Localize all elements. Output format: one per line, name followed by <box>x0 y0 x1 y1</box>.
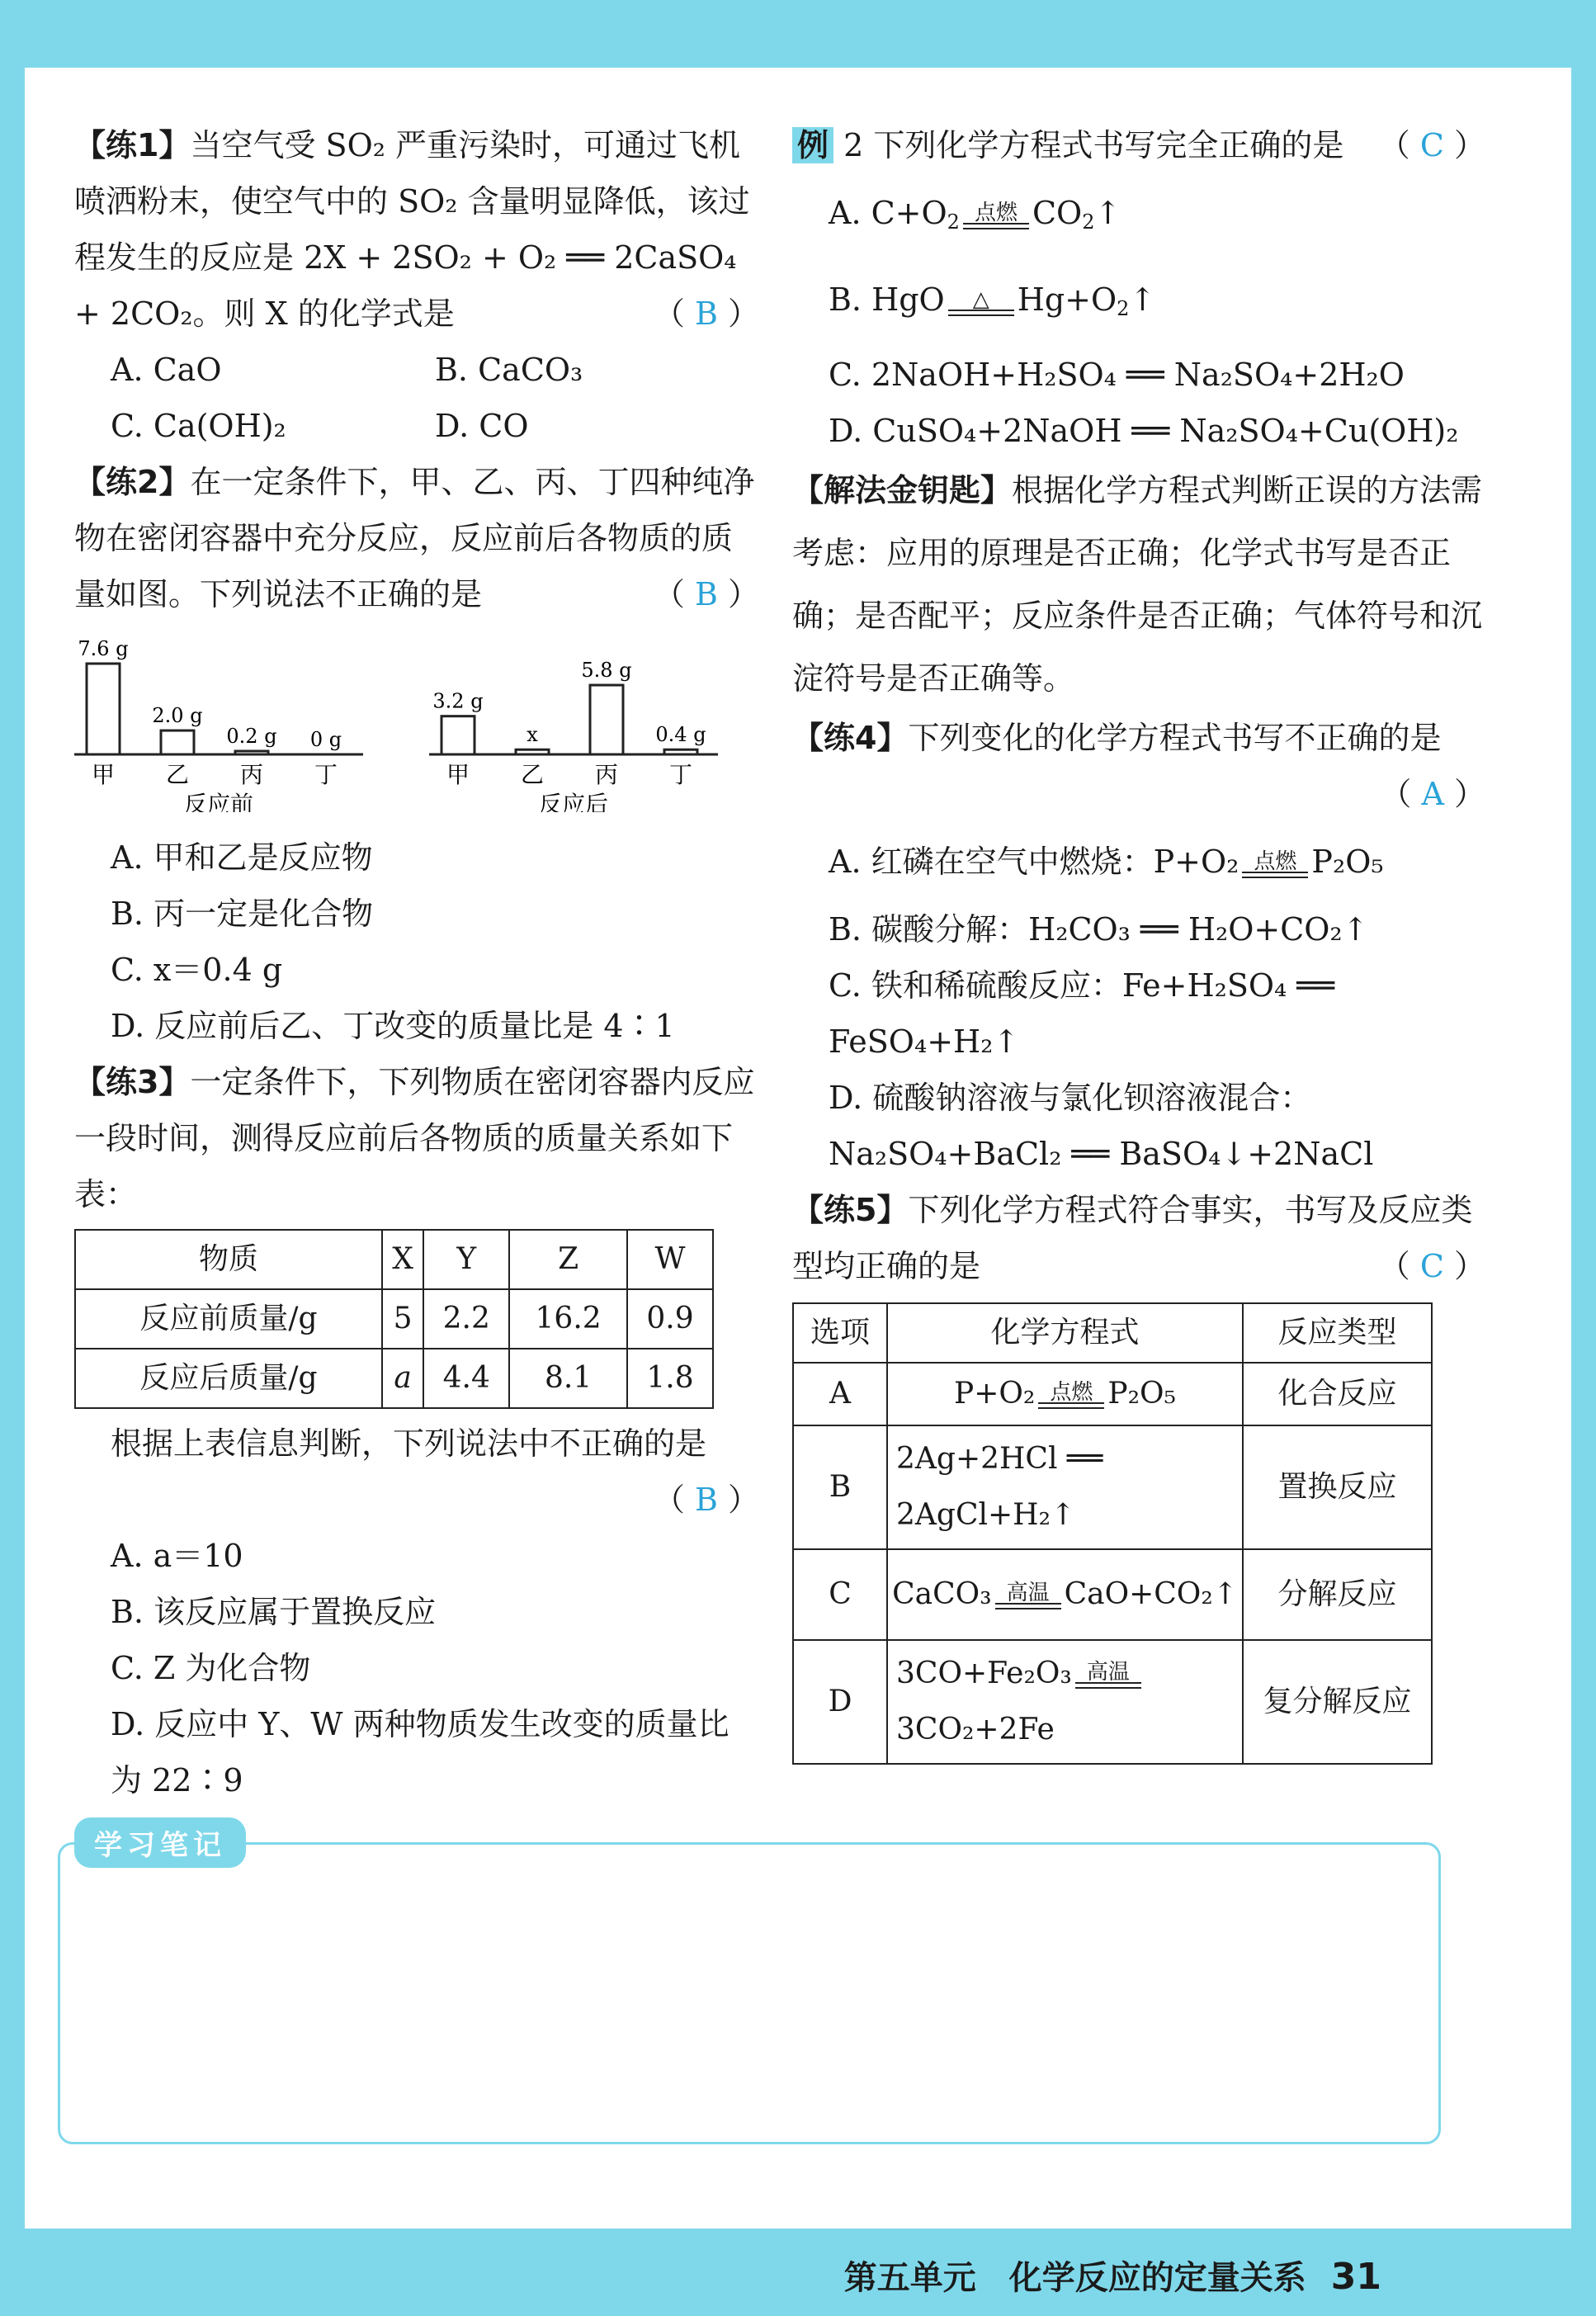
table-cell: 16.2 <box>509 1289 627 1349</box>
table-cell: 复分解反应 <box>1243 1640 1432 1764</box>
practice-5-answer-paren: （ C ） <box>1378 1248 1485 1284</box>
page-number: 31 <box>1330 2256 1381 2298</box>
key-tip-text: 根据化学方程式判断正误的方法需考虑：应用的原理是否正确；化学式书写是否正确；是否配平；反应条件是否正确；气体符号和沉淀符号是否正确等。 <box>792 472 1483 697</box>
practice-2-answer: B <box>694 576 718 612</box>
key-tip <box>792 459 1485 710</box>
practice-5-answer: C <box>1419 1248 1444 1284</box>
page-footer <box>844 2252 1381 2299</box>
example-answer-paren: （ C ） <box>1378 127 1485 163</box>
option-formula: B. HgO <box>829 281 945 318</box>
practice-1-answer: B <box>694 295 718 332</box>
table-cell: 2.2 <box>423 1289 509 1349</box>
bar <box>161 730 194 754</box>
practice-4-tag: 【练4】 <box>792 720 909 756</box>
table-header: 反应类型 <box>1243 1303 1432 1363</box>
data-label: 0 g <box>309 728 342 751</box>
option: C. 铁和稀硫酸反应：Fe+H₂SO₄ ══ FeSO₄+H₂↑ <box>829 967 1335 1060</box>
subscript: 2 <box>947 210 960 234</box>
option: B. 丙一定是化合物 <box>111 896 374 932</box>
table-cell: 化合反应 <box>1243 1363 1432 1425</box>
bar <box>87 664 120 754</box>
study-notes-box <box>58 1842 1441 2144</box>
data-label: 7.6 g <box>78 637 129 660</box>
category-label: 乙 <box>520 761 545 788</box>
left-column <box>74 117 759 1808</box>
option: D. CO <box>435 408 529 444</box>
bar <box>590 685 623 754</box>
practice-1 <box>74 117 759 454</box>
table-cell: 0.9 <box>627 1289 713 1349</box>
category-label: 丙 <box>239 761 264 788</box>
table-cell: 2Ag+2HCl ══ 2AgCl+H₂↑ <box>887 1425 1243 1549</box>
data-label: 0.2 g <box>226 725 277 748</box>
data-label: 0.4 g <box>655 723 706 747</box>
example-number: 2 <box>843 127 864 163</box>
condition-text: 点燃 <box>1254 848 1297 874</box>
practice-5-stem: 下列化学方程式符合事实，书写及反应类型均正确的是 <box>792 1192 1473 1284</box>
option <box>792 262 1485 347</box>
condition-text: 高温 <box>1006 1581 1050 1605</box>
practice-2 <box>74 454 759 1054</box>
formula: P₂O₅ <box>1107 1377 1176 1411</box>
option: B. 碳酸分解：H₂CO₃ ══ H₂O+CO₂↑ <box>829 911 1369 948</box>
option <box>792 822 1485 901</box>
table-cell: 8.1 <box>509 1349 627 1408</box>
table-header-row <box>75 1230 713 1289</box>
category-label: 丁 <box>314 761 338 788</box>
formula: CaO+CO₂↑ <box>1064 1577 1238 1611</box>
category-label: 丁 <box>668 761 693 788</box>
option-formula: P₂O₅ <box>1311 844 1384 880</box>
table-cell <box>887 1640 1243 1764</box>
practice-5 <box>792 1182 1485 1765</box>
table-cell: 置换反应 <box>1243 1425 1432 1549</box>
option: D. 硫酸钠溶液与氯化钡溶液混合：Na₂SO₄+BaCl₂ ══ BaSO₄↓+2NaCl <box>829 1080 1374 1172</box>
practice-4-answer-paren: （ A ） <box>1380 776 1485 812</box>
example-answer: C <box>1419 127 1444 163</box>
reaction-condition <box>1038 1380 1104 1409</box>
category-label: 乙 <box>165 761 190 788</box>
subscript: 2 <box>1082 210 1095 234</box>
study-notes-title: 学习笔记 <box>74 1817 246 1868</box>
practice-1-stem: 当空气受 SO₂ 严重污染时，可通过飞机喷洒粉末，使空气中的 SO₂ 含量明显降低，该过程发生的反应是 2X + 2SO₂ + O₂ ══ 2CaSO₄ + 2CO₂。则 X 的化学式是 <box>74 127 750 332</box>
practice-3-answer-paren: （ B ） <box>653 1482 759 1518</box>
practice-1-options-row2 <box>74 398 759 454</box>
practice-2-tag: 【练2】 <box>74 464 191 500</box>
practice-4 <box>792 710 1485 1182</box>
table-cell: 1.8 <box>627 1349 713 1408</box>
option: D. 反应前后乙、丁改变的质量比是 4∶1 <box>111 1008 675 1044</box>
option: B. 该反应属于置换反应 <box>111 1594 437 1630</box>
practice-1-answer-paren: （ B ） <box>653 295 759 332</box>
table-row <box>793 1363 1432 1425</box>
formula: P+O₂ <box>954 1377 1036 1411</box>
practice-5-tag: 【练5】 <box>792 1192 909 1228</box>
table-cell: B <box>793 1425 887 1549</box>
option: D. CuSO₄+2NaOH ══ Na₂SO₄+Cu(OH)₂ <box>829 413 1459 449</box>
practice-3-tag: 【练3】 <box>74 1064 191 1100</box>
chart-title: 反应前 <box>183 791 254 812</box>
gas-arrow: ↑ <box>1094 195 1121 231</box>
option-formula: A. 红磷在空气中燃烧：P+O₂ <box>829 844 1239 880</box>
footer-unit-title: 第五单元 化学反应的定量关系 <box>843 2259 1306 2297</box>
option: A. a＝10 <box>111 1538 243 1574</box>
mass-table <box>74 1229 714 1409</box>
practice-3 <box>74 1054 759 1808</box>
page <box>25 68 1571 2298</box>
category-label: 丙 <box>594 761 619 788</box>
option-formula: Hg+O <box>1017 281 1117 318</box>
reaction-condition <box>1075 1662 1141 1689</box>
practice-2-stem: 在一定条件下，甲、乙、丙、丁四种纯净物在密闭容器中充分反应，反应前后各物质的质量如图。下列说法不正确的是 <box>74 464 755 612</box>
example-2 <box>792 117 1485 459</box>
option: D. 反应中 Y、W 两种物质发生改变的质量比为 22∶9 <box>111 1706 730 1798</box>
table-header: W <box>627 1230 713 1289</box>
table-cell: D <box>793 1640 887 1764</box>
data-label: 3.2 g <box>432 689 484 713</box>
bar <box>235 751 268 754</box>
table-header: X <box>382 1230 423 1289</box>
table-cell: A <box>793 1363 887 1425</box>
formula: 3CO₂+2Fe <box>896 1713 1055 1746</box>
top-band <box>0 0 1596 68</box>
right-column <box>792 117 1485 1765</box>
table-cell: 反应后质量/g <box>75 1349 382 1408</box>
condition-text: △ <box>972 286 989 312</box>
option <box>792 173 1485 262</box>
table-cell: 5 <box>382 1289 423 1349</box>
data-label: x <box>526 723 538 747</box>
condition-text: 点燃 <box>974 200 1018 225</box>
practice-4-stem: 下列变化的化学方程式书写不正确的是 <box>908 720 1442 756</box>
table-cell <box>887 1549 1243 1640</box>
table-header-row <box>793 1303 1432 1363</box>
reaction-condition <box>1242 848 1308 878</box>
table-cell: 4.4 <box>423 1349 509 1408</box>
practice-2-answer-paren: （ B ） <box>653 576 759 612</box>
bar <box>516 749 549 754</box>
formula: 3CO+Fe₂O₃ <box>896 1657 1072 1690</box>
chart-title: 反应后 <box>538 791 609 812</box>
table-cell: C <box>793 1549 887 1640</box>
reaction-table <box>792 1302 1433 1765</box>
table-header: 选项 <box>793 1303 887 1363</box>
category-label: 甲 <box>446 761 470 788</box>
practice-3-question: 根据上表信息判断，下列说法中不正确的是 <box>111 1425 707 1462</box>
reaction-condition <box>948 286 1014 316</box>
practice-3-answer: B <box>694 1482 718 1518</box>
table-cell: 反应前质量/g <box>75 1289 382 1349</box>
data-label: 5.8 g <box>581 659 632 683</box>
option-formula: CO <box>1032 195 1083 231</box>
table-cell: a <box>382 1349 423 1408</box>
practice-4-answer: A <box>1421 776 1444 812</box>
option: A. 甲和乙是反应物 <box>111 839 373 876</box>
example-tag: 例 <box>792 127 833 163</box>
table-cell: 分解反应 <box>1243 1549 1432 1640</box>
table-header: Z <box>509 1230 627 1289</box>
condition-text: 高温 <box>1086 1660 1130 1685</box>
option-formula: A. C+O <box>829 195 947 231</box>
formula: CaCO₃ <box>892 1577 992 1611</box>
table-row <box>75 1289 713 1349</box>
reaction-condition <box>995 1583 1061 1609</box>
option: B. CaCO₃ <box>435 352 583 388</box>
bar <box>664 749 697 754</box>
option: C. x＝0.4 g <box>111 952 283 988</box>
example-stem: 下列化学方程式书写完全正确的是 <box>873 127 1344 163</box>
table-header: 化学方程式 <box>887 1303 1243 1363</box>
data-label: 2.0 g <box>152 704 203 728</box>
option: C. Ca(OH)₂ <box>111 408 286 444</box>
key-tip-tag: 【解法金钥匙】 <box>792 472 1013 508</box>
reaction-condition <box>963 200 1029 229</box>
category-label: 甲 <box>91 761 116 788</box>
table-row <box>75 1349 713 1408</box>
practice-3-stem: 一定条件下，下列物质在密闭容器内反应一段时间，测得反应前后各物质的质量关系如下表： <box>74 1064 755 1212</box>
gas-arrow: ↑ <box>1129 281 1156 318</box>
table-header: 物质 <box>75 1230 382 1289</box>
option: C. 2NaOH+H₂SO₄ ══ Na₂SO₄+2H₂O <box>829 357 1405 393</box>
table-row <box>793 1549 1432 1640</box>
practice-1-tag: 【练1】 <box>74 127 191 163</box>
table-header: Y <box>423 1230 509 1289</box>
table-row <box>793 1425 1432 1549</box>
subscript: 2 <box>1117 297 1130 320</box>
bar <box>441 716 475 754</box>
option: A. CaO <box>111 352 222 388</box>
practice-1-options-row1 <box>74 342 759 398</box>
condition-text: 点燃 <box>1050 1380 1093 1405</box>
table-cell <box>887 1363 1243 1425</box>
table-row <box>793 1640 1432 1764</box>
bar-charts <box>74 622 759 812</box>
option: C. Z 为化合物 <box>111 1650 311 1686</box>
